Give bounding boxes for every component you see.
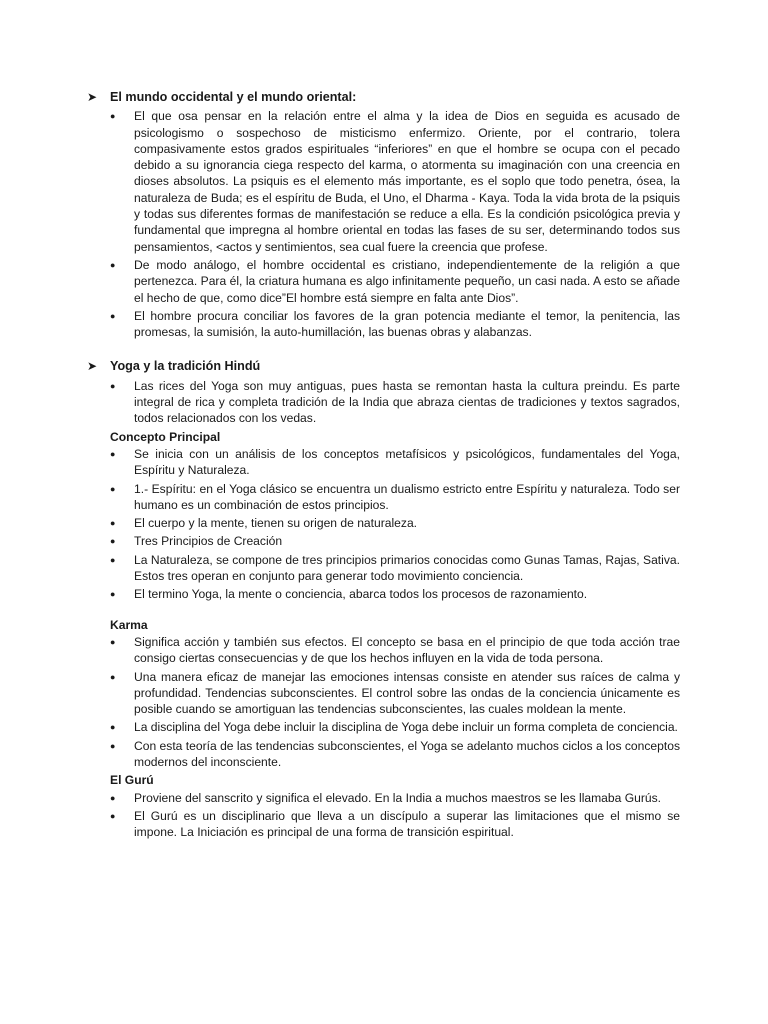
list-item-text: 1.- Espíritu: en el Yoga clásico se encuentra un dualismo estricto entre Espíritu y naturaleza. Todo ser humano es un combinación de estos principios. — [134, 481, 680, 512]
list-item-text: El cuerpo y la mente, tienen su origen de naturaleza. — [134, 516, 418, 531]
list-item — [110, 378, 680, 427]
section-heading-mundo — [87, 89, 680, 105]
list-item — [110, 808, 680, 841]
bullet-dot-icon: ● — [110, 740, 116, 751]
list-item — [110, 552, 680, 585]
bullet-list — [87, 790, 680, 841]
bullet-list — [87, 634, 680, 770]
subheading-concepto: Concepto Principal — [110, 429, 221, 444]
bullet-dot-icon: ● — [110, 554, 116, 565]
list-item — [110, 533, 680, 549]
list-item-text: Una manera eficaz de manejar las emociones intensas consiste en atender sus raíces de calma y profundidad. Tendencias subconscientes. El control sobre las ondas de la conciencia únicamente es posible cuando se amortiguan las tendencias subconscientes, las cuales moldean la mente. — [134, 669, 680, 717]
bullet-dot-icon: ● — [110, 636, 116, 647]
arrow-bullet-icon: ➤ — [87, 90, 98, 104]
list-item — [110, 481, 680, 514]
list-item-text: Tres Principios de Creación — [134, 534, 283, 549]
bullet-dot-icon: ● — [110, 111, 116, 122]
list-item — [110, 446, 680, 479]
list-item-text: De modo análogo, el hombre occidental es cristiano, independientemente de la religión a que pertenezca. Para él, la criatura humana es algo infinitamente pequeño, un casi nada. A esto se añade el hecho de que, como dice”El hombre está siempre en falta ante Dios”. — [134, 257, 680, 305]
bullet-dot-icon: ● — [110, 448, 116, 459]
subheading-karma: Karma — [110, 617, 148, 632]
list-item — [110, 719, 680, 735]
list-item — [110, 790, 680, 806]
bullet-dot-icon: ● — [110, 536, 116, 547]
list-item-text: Proviene del sanscrito y significa el elevado. En la India a muchos maestros se les llamaba Gurús. — [134, 790, 662, 805]
list-item — [110, 669, 680, 718]
list-item-text: Las rices del Yoga son muy antiguas, pues hasta se remontan hasta la cultura preindu. Es parte integral de rica y completa tradición de la India que abraza cientas de tradiciones y textos sagrados, todos relacionados con los vedas. — [134, 378, 680, 426]
bullet-list — [87, 378, 680, 427]
bullet-dot-icon: ● — [110, 722, 116, 733]
list-item-text: Significa acción y también sus efectos. El concepto se basa en el principio de que toda acción trae consigo ciertas consecuencias y de que los hechos influyen en la vida de toda persona. — [134, 634, 680, 666]
list-item — [110, 308, 680, 341]
list-item-text: El Gurú es un disciplinario que lleva a un discípulo a superar las limitaciones que el mismo se impone. La Iniciación es principal de una forma de transición espiritual. — [134, 808, 680, 840]
list-item — [110, 738, 680, 771]
section-title: Yoga y la tradición Hindú — [110, 359, 261, 374]
bullet-dot-icon: ● — [110, 792, 116, 803]
list-item-text: El hombre procura conciliar los favores de la gran potencia mediante el temor, la penitencia, las promesas, la sumisión, la auto-humillación, las buenas obras y alabanzas. — [134, 308, 680, 340]
bullet-dot-icon: ● — [110, 518, 116, 529]
section-title: El mundo occidental y el mundo oriental: — [110, 90, 357, 104]
bullet-dot-icon: ● — [110, 671, 116, 682]
list-item — [110, 634, 680, 667]
arrow-bullet-icon: ➤ — [87, 359, 98, 374]
list-item-text: La disciplina del Yoga debe incluir la disciplina de Yoga debe incluir un forma completa de conciencia. — [134, 720, 678, 735]
bullet-list — [87, 108, 680, 340]
list-item-text: La Naturaleza, se compone de tres principios primarios conocidas como Gunas Tamas, Rajas, Sativa. Estos tres operan en conjunto para generar todo movimiento conciencia. — [134, 552, 680, 584]
list-item — [110, 586, 680, 602]
bullet-dot-icon: ● — [110, 380, 116, 391]
bullet-dot-icon: ● — [110, 259, 116, 270]
list-item — [110, 257, 680, 306]
bullet-dot-icon: ● — [110, 589, 116, 600]
list-item-text: Con esta teoría de las tendencias subconscientes, el Yoga se adelanto muchos ciclos a los conceptos modernos del inconsciente. — [134, 738, 680, 769]
list-item-text: Se inicia con un análisis de los conceptos metafísicos y psicológicos, fundamentales del Yoga, Espíritu y Naturaleza. — [134, 446, 680, 478]
section-heading-yoga — [87, 358, 680, 374]
bullet-list — [87, 446, 680, 603]
list-item — [110, 108, 680, 255]
bullet-dot-icon: ● — [110, 810, 116, 821]
list-item-text: El termino Yoga, la mente o conciencia, abarca todos los procesos de razonamiento. — [134, 587, 588, 602]
subheading-guru: El Gurú — [110, 773, 154, 788]
bullet-dot-icon: ● — [110, 483, 116, 494]
list-item-text: El que osa pensar en la relación entre el alma y la idea de Dios en seguida es acusado de psicologismo o sospechoso de misticismo enfermizo. Oriente, por el contrario, tolera compasivamente estos grados espirituales “inferiores” en que el hombre se ocupa con el pecado debido a su ignorancia ciega respecto del karma, o atormenta su imaginación con una creencia en dioses absolutos. La psiquis es el elemento más importante, es el soplo que todo penetra, ósea, la naturaleza de Buda; es el espíritu de Buda, el Uno, el Dharma - Kaya. Toda la vida brota de la psiquis y todas sus diferentes formas de manifestación se reduce a ella. Es la condición psicológica previa y fundamental que impregna al hombre oriental en todas las fases de su ser, determinando todos sus pensamientos, <actos y sentimientos, sea cual fuere la creencia que profese. — [134, 109, 680, 254]
bullet-dot-icon: ● — [110, 310, 116, 321]
list-item — [110, 515, 680, 531]
